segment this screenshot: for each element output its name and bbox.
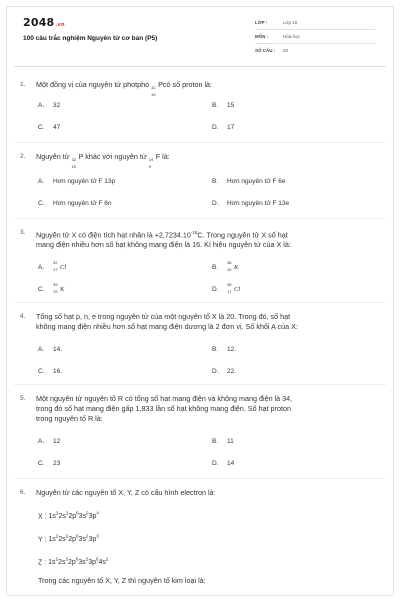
question-1	[20, 80, 380, 134]
question-number: 1.	[20, 81, 26, 88]
question-6	[20, 488, 380, 498]
meta-label: LỚP :	[255, 20, 268, 25]
orbital-term: $1s^2$	[48, 534, 59, 544]
option-d[interactable]: D. Hơn nguyên tử F 13e	[212, 200, 290, 207]
question-text: Một nguyên tử nguyên tố R có tổng số hạt mang điện và không mang điện là 34, trong đó số hạt mang điện gấp 1,833 lần số hạt không mang điện. Số hạt proton trong nguyên tố R là:	[36, 394, 293, 423]
question-text: Một đồng vị của nguyên tử photpho 32 15 Pcó số proton là:	[36, 80, 213, 97]
meta-row-class	[255, 16, 375, 30]
option-d[interactable]: D. 35 17 Cl	[212, 282, 241, 295]
electron-config-z: Z : $1s^22s^22p^63s^23p^64s^2$	[38, 557, 109, 567]
question-text: Nguyên tử X có điện tích hạt nhân là $+2,7234.10^{-18}C$. Trong nguyên tử X số hạt mang điện nhiều hơn số hạt không mang điện là 16. Kí hiệu nguyên tử của X là:	[36, 230, 291, 250]
meta-value: Lớp 10	[283, 20, 298, 25]
meta-row-count	[255, 44, 375, 57]
question-text: Trong các nguyên tố X, Y, Z thì nguyên tố kim loại là:	[38, 576, 206, 585]
question-text: Tổng số hạt p, n, e trong nguyên tử của một nguyên tố X là 20. Trong đó, số hạt không mang điện nhiều hơn số hạt mang điện dương là 2 đơn vị. Số khối A của X:	[36, 312, 298, 331]
option-b[interactable]: B. Hơn nguyên tử F 6e	[212, 178, 286, 185]
orbital-term: $3s^2$	[78, 534, 89, 544]
question-text: Nguyên tử các nguyên tố X, Y, Z có cấu hình electron là:	[36, 488, 216, 497]
orbital-term: $3p^6$	[88, 557, 99, 567]
option-a[interactable]: A. 32 17 Cl	[38, 260, 67, 273]
question-6-prompt	[38, 576, 378, 586]
site-logo[interactable]: 2048.vn	[23, 16, 65, 29]
question-5	[20, 394, 380, 472]
orbital-term: $3p^4$	[88, 511, 99, 521]
option-d[interactable]: D. 17	[212, 124, 235, 131]
orbital-term: $2s^2$	[58, 534, 69, 544]
meta-value: Hóa học	[283, 34, 300, 39]
question-number: 6.	[20, 489, 26, 496]
document-title: 100 câu trắc nghiệm Nguyên tử cơ bản (P5)	[23, 35, 158, 42]
option-a[interactable]: A. 32	[38, 102, 61, 109]
option-c[interactable]: C. 39 19 K	[38, 282, 65, 295]
option-a[interactable]: A. Hơn nguyên tử F 13p	[38, 178, 116, 185]
option-d[interactable]: D. 22.	[212, 368, 237, 375]
option-a[interactable]: A. 12	[38, 438, 61, 445]
header-divider	[14, 66, 386, 67]
question-text: Nguyên tử 32 15 P khác với nguyên tử 19 9 F là:	[36, 152, 170, 169]
orbital-term: $3s^2$	[78, 557, 89, 567]
option-a[interactable]: A. 14.	[38, 346, 63, 353]
orbital-term: $2p^6$	[67, 557, 79, 567]
question-divider	[14, 302, 386, 303]
option-c[interactable]: C. 23	[38, 460, 61, 467]
option-c[interactable]: C. 16.	[38, 368, 63, 375]
option-c[interactable]: C. 47	[38, 124, 61, 131]
question-4	[20, 312, 380, 380]
option-b[interactable]: B. 12.	[212, 346, 237, 353]
question-divider	[14, 142, 386, 143]
question-divider	[14, 478, 386, 479]
question-number: 2.	[20, 153, 26, 160]
orbital-term: $2s^2$	[58, 511, 69, 521]
orbital-term: $2s^2$	[58, 557, 68, 567]
option-c[interactable]: C. Hơn nguyên tử F 6n	[38, 200, 112, 207]
meta-table	[255, 16, 375, 57]
question-3	[20, 228, 380, 300]
orbital-term: $4s^2$	[98, 557, 109, 567]
orbital-term: $3p^3$	[88, 534, 99, 544]
question-divider	[14, 384, 386, 385]
option-b[interactable]: B. 15	[212, 102, 235, 109]
question-divider	[14, 218, 386, 219]
orbital-term: $1s^2$	[48, 557, 59, 567]
meta-row-subject	[255, 30, 375, 44]
orbital-term: $1s^2$	[48, 511, 59, 521]
question-number: 3.	[20, 229, 26, 236]
meta-value: 20	[283, 48, 289, 53]
option-b[interactable]: B. 36 19 K	[212, 260, 239, 273]
electron-config-x: X : $1s^22s^22p^63s^23p^4$	[38, 511, 99, 521]
question-number: 4.	[20, 313, 26, 320]
electron-config-y: Y : $1s^22s^22p^63s^23p^3$	[38, 534, 99, 544]
orbital-term: $3s^2$	[78, 511, 89, 521]
option-b[interactable]: B. 11	[212, 438, 234, 445]
orbital-term: $2p^6$	[68, 511, 79, 521]
meta-label: MÔN :	[255, 34, 269, 39]
question-2	[20, 152, 380, 212]
question-number: 5.	[20, 395, 26, 402]
orbital-term: $2p^6$	[68, 534, 79, 544]
meta-label: SỐ CÂU :	[255, 48, 276, 53]
option-d[interactable]: D. 14	[212, 460, 235, 467]
